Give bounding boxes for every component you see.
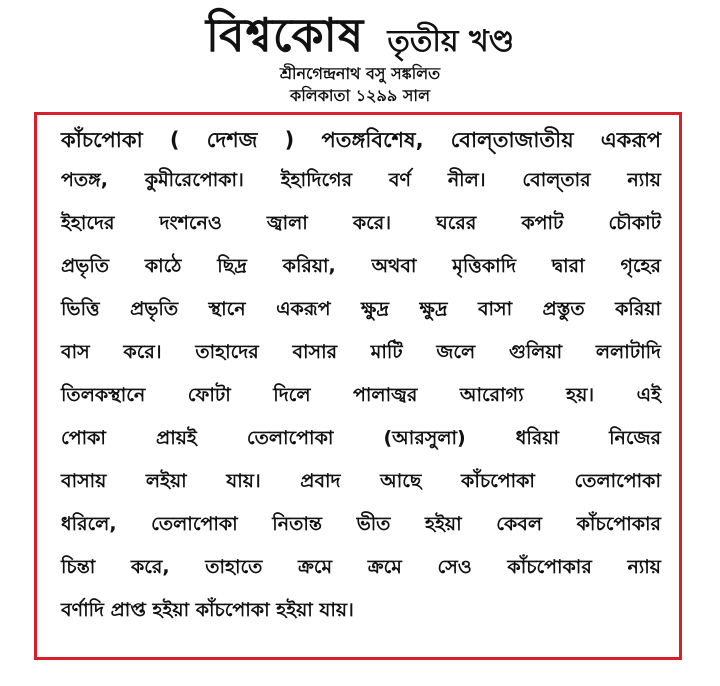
entry-line: ধরিলে, তেলাপোকা নিতান্ত ভীত হইয়া কেবল কাঁচপোকার	[61, 513, 661, 535]
entry-line: ইহাদের দংশনেও জ্বালা করে। ঘরের কপাট চৌকাট	[61, 212, 661, 234]
entry-line: কাঁচপোকা ( দেশজ ) পতঙ্গবিশেষ, বোল্‌তাজাতীয় একরূপ	[61, 128, 661, 152]
entry-line: ভিত্তি প্রভৃতি স্থানে একরূপ ক্ষুদ্র ক্ষুদ্র বাসা প্রস্তুত করিয়া	[61, 298, 661, 320]
entry-line: পতঙ্গ, কুমীরেপোকা। ইহাদিগের বর্ণ নীল। বোল্‌তার ন্যায়	[61, 169, 661, 191]
entry-line: তিলকস্থানে ফোটা দিলে পালাজ্বর আরোগ্য হয়। এই	[61, 384, 661, 406]
book-title: বিশ্বকোষ	[205, 8, 365, 62]
page-header	[0, 0, 720, 110]
entry-line: বাস করে। তাহাদের বাসার মাটি জলে গুলিয়া ললাটাদি	[61, 341, 661, 363]
entry-box	[34, 112, 682, 660]
volume-label: তৃতীয় খণ্ড	[387, 24, 515, 59]
entry-line: চিন্তা করে, তাহাতে ক্রমে ক্রমে সেও কাঁচপোকার ন্যায়	[61, 556, 661, 578]
compiler-credit: শ্রীনগেন্দ্রনাথ বসু সঙ্কলিত	[279, 64, 441, 83]
entry-line: বাসায় লইয়া যায়। প্রবাদ আছে কাঁচপোকা তেলাপোকা	[61, 470, 661, 492]
entry-line: বর্ণাদি প্রাপ্ত হইয়া কাঁচপোকা হইয়া যায়।	[61, 599, 354, 621]
entry-line: প্রভৃতি কাঠে ছিদ্র করিয়া, অথবা মৃত্তিকাদি দ্বারা গৃহের	[61, 255, 661, 277]
entry-line: পোকা প্রায়ই তেলাপোকা (আরসুলা) ধরিয়া নিজের	[61, 427, 661, 449]
title-row	[0, 8, 720, 69]
publication-place-year: কলিকাতা ১২৯৯ সাল	[290, 86, 430, 105]
